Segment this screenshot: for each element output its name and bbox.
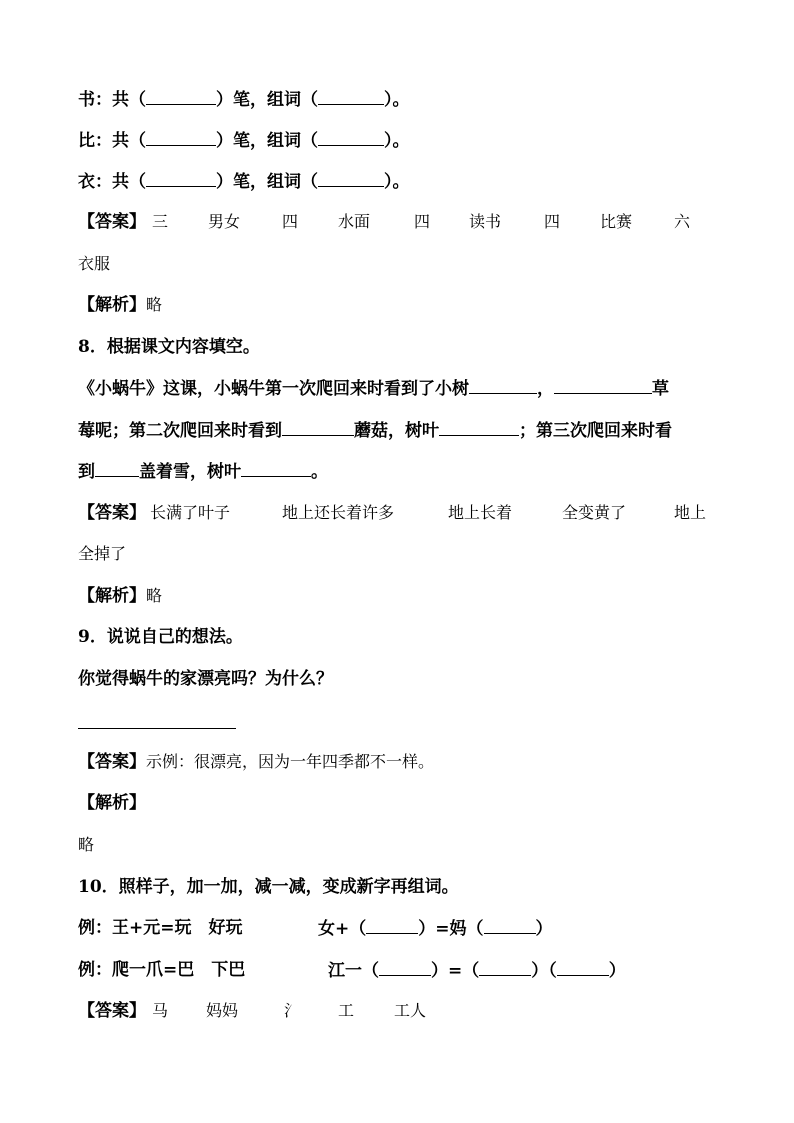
q7-row-text: ：共（: [95, 172, 146, 192]
q8-text: 盖着雪，树叶: [139, 462, 241, 482]
q10-title: 10．照样子，加一加，减一减，变成新字再组词。: [78, 877, 459, 897]
answer-blank[interactable]: [554, 378, 652, 394]
q7-analysis: [78, 295, 162, 315]
q9-analysis-text: 略: [78, 835, 95, 854]
q7-row-text: ）。: [384, 131, 410, 151]
q8-text: ，: [537, 379, 554, 399]
q7-row-char: 衣: [78, 172, 95, 192]
q10-text: 江一（: [328, 961, 379, 981]
q10-problem-2: [328, 960, 626, 981]
q7-row-text: ）。: [384, 172, 410, 192]
q7-row-text: ）笔，组词（: [216, 131, 318, 151]
answer-blank[interactable]: [366, 918, 418, 934]
answer-item: 四: [282, 212, 299, 231]
analysis-label: 【解析】: [78, 586, 146, 606]
answer-blank[interactable]: [379, 960, 431, 976]
q10-text: ）=妈（: [418, 919, 484, 939]
q8-text: ；第三次爬回来时看: [519, 421, 672, 441]
q8-line-1: [78, 378, 669, 399]
q7-row-text: ）。: [384, 90, 410, 110]
q10-problem-1: [318, 918, 553, 939]
q10-row-1: [78, 918, 553, 939]
q9-question: 你觉得蜗牛的家漂亮吗？为什么？: [78, 669, 333, 689]
q8-line-2: [78, 420, 672, 441]
q10-text: ）: [535, 919, 553, 939]
q7-row-text: ：共（: [95, 90, 146, 110]
q10-answer: [78, 1001, 427, 1021]
answer-item: 六: [674, 212, 691, 231]
q7-row-yi: [78, 171, 410, 192]
q7-answer: [78, 212, 691, 232]
q7-row-shu: [78, 89, 410, 110]
q10-example: 例：爬一爪=巴 下巴: [78, 960, 246, 980]
q7-row-char: 比: [78, 131, 95, 151]
q7-row-text: ）笔，组词（: [216, 172, 318, 192]
q8-text: 蘑菇，树叶: [354, 421, 439, 441]
answer-blank[interactable]: [439, 420, 519, 436]
answer-blank[interactable]: [146, 171, 216, 187]
answer-item: 地上还长着许多: [282, 503, 395, 522]
q7-row-text: ）笔，组词（: [216, 90, 318, 110]
q8-answer: [78, 503, 707, 523]
q8-title: 8．根据课文内容填空。: [78, 337, 260, 357]
q10-text: 女+（: [318, 919, 367, 939]
answer-blank[interactable]: [479, 960, 531, 976]
q8-text: 到: [78, 462, 95, 482]
q8-text: 《小蜗牛》这课，小蜗牛第一次爬回来时看到了小树: [78, 379, 469, 399]
answer-blank[interactable]: [318, 130, 384, 146]
q7-row-text: ：共（: [95, 131, 146, 151]
answer-item: 水面: [338, 212, 371, 231]
q9-answer-line[interactable]: [78, 728, 236, 729]
analysis-label: 【解析】: [78, 295, 146, 315]
q7-row-char: 书: [78, 90, 95, 110]
q10-row-2: [78, 960, 626, 981]
answer-item: 四: [414, 212, 431, 231]
q7-answer-wrap: 衣服: [78, 254, 111, 273]
answer-item: 全变黄了: [562, 503, 627, 522]
answer-blank[interactable]: [469, 378, 537, 394]
q8-analysis: [78, 586, 162, 606]
q9-analysis-label: 【解析】: [78, 793, 146, 813]
analysis-text: 略: [146, 295, 163, 314]
q8-text: 草: [652, 379, 669, 399]
answer-item: 地上长着: [448, 503, 513, 522]
answer-blank[interactable]: [95, 461, 139, 477]
answer-item: 妈妈: [206, 1001, 239, 1020]
q9-title: 9．说说自己的想法。: [78, 627, 243, 647]
q10-text: ）（: [531, 961, 557, 981]
answer-item: 三: [152, 212, 169, 231]
q8-text: 。: [311, 462, 328, 482]
analysis-text: 略: [146, 586, 163, 605]
q9-answer: [78, 752, 434, 772]
answer-item: 长满了叶子: [150, 503, 231, 522]
q10-text: ）=（: [431, 961, 480, 981]
q10-example: 例：王+元=玩 好玩: [78, 918, 243, 938]
answer-label: 【答案】: [78, 503, 146, 523]
q8-text: 莓呢；第二次爬回来时看到: [78, 421, 282, 441]
answer-item: 比赛: [600, 212, 633, 231]
answer-item: 地上: [674, 503, 707, 522]
answer-label: 【答案】: [78, 1001, 146, 1021]
answer-item: 男女: [208, 212, 241, 231]
answer-label: 【答案】: [78, 752, 146, 772]
answer-blank[interactable]: [146, 89, 216, 105]
answer-blank[interactable]: [146, 130, 216, 146]
answer-item: 马: [152, 1001, 169, 1020]
answer-blank[interactable]: [282, 420, 354, 436]
q10-text: ）: [608, 961, 626, 981]
answer-blank[interactable]: [241, 461, 311, 477]
answer-label: 【答案】: [78, 212, 146, 232]
q7-row-bi: [78, 130, 410, 151]
answer-item: 读书: [469, 212, 502, 231]
q8-line-3: [78, 461, 328, 482]
answer-blank[interactable]: [318, 171, 384, 187]
answer-item: 工: [338, 1001, 355, 1020]
answer-item: 工人: [394, 1001, 427, 1020]
answer-blank[interactable]: [557, 960, 609, 976]
answer-item: 四: [544, 212, 561, 231]
answer-blank[interactable]: [484, 918, 536, 934]
answer-item: 氵: [284, 1001, 301, 1020]
answer-text: 示例：很漂亮，因为一年四季都不一样。: [146, 752, 435, 771]
q8-answer-wrap: 全掉了: [78, 544, 127, 563]
answer-blank[interactable]: [318, 89, 384, 105]
